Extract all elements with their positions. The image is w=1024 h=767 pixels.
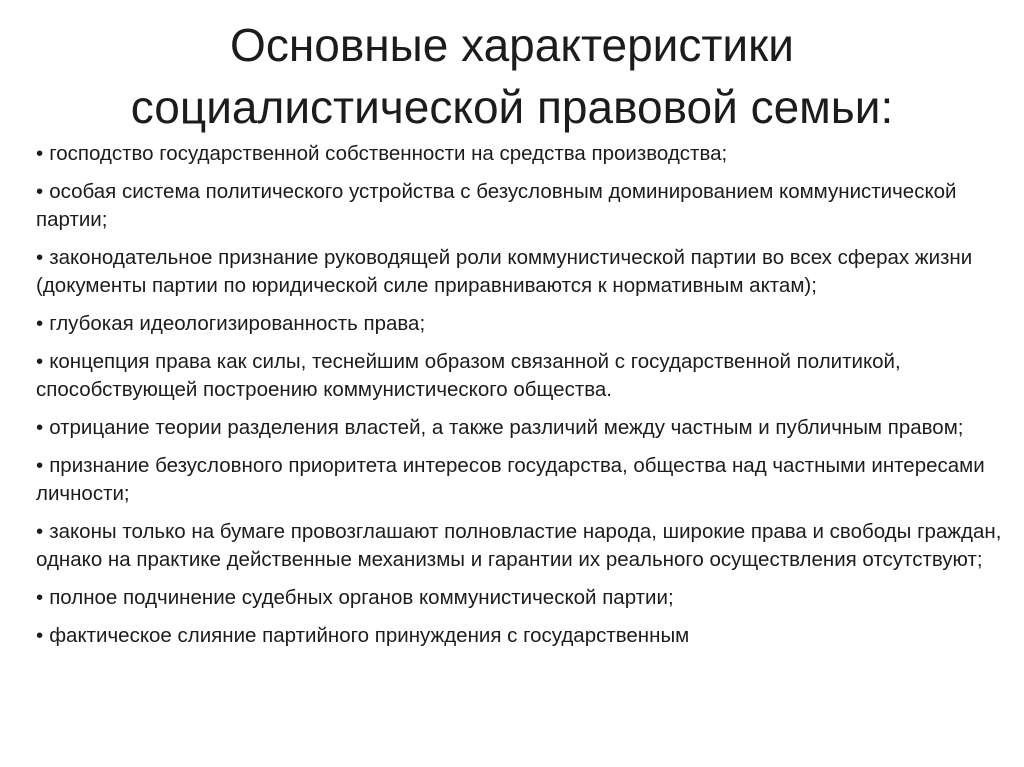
bullet-item xyxy=(36,310,1004,338)
bullet-item xyxy=(36,244,1004,300)
bullet-text: фактическое слияние партийного принуждения с государственным xyxy=(49,624,690,647)
bullet-dot: • xyxy=(36,350,44,373)
bullet-dot: • xyxy=(36,454,44,477)
bullet-item xyxy=(36,414,1004,442)
slide-title xyxy=(0,14,1024,138)
bullet-text: признание безусловного приоритета интересов государства, общества над частными интересами личности; xyxy=(36,454,985,505)
bullet-item xyxy=(36,140,1004,168)
slide-title-line-1: Основные характеристики xyxy=(230,19,794,71)
bullet-dot: • xyxy=(36,312,44,335)
bullet-dot: • xyxy=(36,586,44,609)
bullet-dot: • xyxy=(36,142,44,165)
bullet-text: господство государственной собственности на средства производства; xyxy=(49,142,728,165)
bullet-text: отрицание теории разделения властей, а также различий между частным и публичным правом; xyxy=(49,416,964,439)
bullet-text: полное подчинение судебных органов коммунистической партии; xyxy=(49,586,674,609)
bullet-text: концепция права как силы, теснейшим образом связанной с государственной политикой, способствующей построению коммунистического общества. xyxy=(36,350,901,401)
bullet-item xyxy=(36,348,1004,404)
bullet-item xyxy=(36,452,1004,508)
bullet-text: законы только на бумаге провозглашают полновластие народа, широкие права и свободы граждан, однако на практике действенные механизмы и гарантии их реального осуществления отсутствуют; xyxy=(36,520,1002,571)
bullet-item xyxy=(36,622,1004,650)
slide-title-line-2: социалистической правовой семьи: xyxy=(130,81,894,133)
bullet-dot: • xyxy=(36,624,44,647)
bullet-item xyxy=(36,518,1004,574)
bullet-list xyxy=(36,140,1004,660)
bullet-dot: • xyxy=(36,246,44,269)
bullet-dot: • xyxy=(36,416,44,439)
bullet-text: особая система политического устройства с безусловным доминированием коммунистической партии; xyxy=(36,180,957,231)
bullet-dot: • xyxy=(36,180,44,203)
bullet-text: глубокая идеологизированность права; xyxy=(49,312,426,335)
bullet-item xyxy=(36,584,1004,612)
bullet-dot: • xyxy=(36,520,44,543)
bullet-item xyxy=(36,178,1004,234)
bullet-text: законодательное признание руководящей роли коммунистической партии во всех сферах жизни (документы партии по юридической силе приравниваются к нормативным актам); xyxy=(36,246,973,297)
